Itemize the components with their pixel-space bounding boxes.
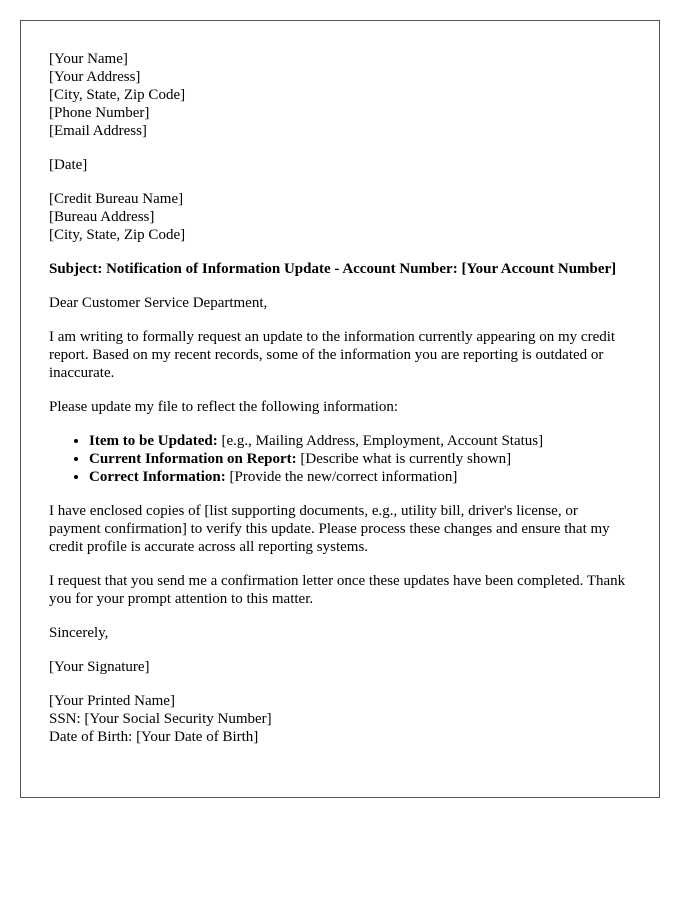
details-list <box>49 432 631 486</box>
sender-phone: [Phone Number] <box>49 105 150 121</box>
detail-label: Item to be Updated: <box>89 433 218 449</box>
detail-value: [Provide the new/correct information] <box>225 469 458 485</box>
paragraph-request: I am writing to formally request an update to the information currently appearing on my credit report. Based on my recent records, some of the information you are reporting is outdated or inaccurate. <box>49 329 616 381</box>
recipient-block <box>49 190 631 244</box>
recipient-bureau-name: [Credit Bureau Name] <box>49 191 184 207</box>
sender-address: [Your Address] <box>49 69 141 85</box>
dob-line: Date of Birth: [Your Date of Birth] <box>49 729 259 745</box>
detail-value: [e.g., Mailing Address, Employment, Account Status] <box>217 433 544 449</box>
sender-city-state-zip: [City, State, Zip Code] <box>49 87 186 103</box>
letter-page <box>20 20 660 798</box>
detail-label: Correct Information: <box>89 469 226 485</box>
paragraph-update-intro: Please update my file to reflect the following information: <box>49 399 399 415</box>
printed-name: [Your Printed Name] <box>49 693 175 709</box>
signature-line: [Your Signature] <box>49 659 150 675</box>
detail-label: Current Information on Report: <box>89 451 297 467</box>
closing: Sincerely, <box>49 625 109 641</box>
list-item <box>89 450 631 468</box>
list-item <box>89 468 631 486</box>
recipient-city-state-zip: [City, State, Zip Code] <box>49 227 186 243</box>
sender-block <box>49 50 631 140</box>
footer-block <box>49 692 631 746</box>
sender-email: [Email Address] <box>49 123 147 139</box>
paragraph-confirmation: I request that you send me a confirmation letter once these updates have been completed. Thank you for your prompt attention to this matter. <box>49 573 626 607</box>
subject-line: Subject: Notification of Information Update - Account Number: [Your Account Number] <box>49 261 617 277</box>
detail-value: [Describe what is currently shown] <box>296 451 512 467</box>
sender-name: [Your Name] <box>49 51 128 67</box>
date-line: [Date] <box>49 157 88 173</box>
paragraph-enclosures: I have enclosed copies of [list supporting documents, e.g., utility bill, driver's license, or payment confirmation] to verify this update. Please process these changes and ensure that my credit profile is accurate across all reporting systems. <box>49 503 610 555</box>
recipient-bureau-address: [Bureau Address] <box>49 209 155 225</box>
ssn-line: SSN: [Your Social Security Number] <box>49 711 272 727</box>
list-item <box>89 432 631 450</box>
salutation: Dear Customer Service Department, <box>49 295 268 311</box>
